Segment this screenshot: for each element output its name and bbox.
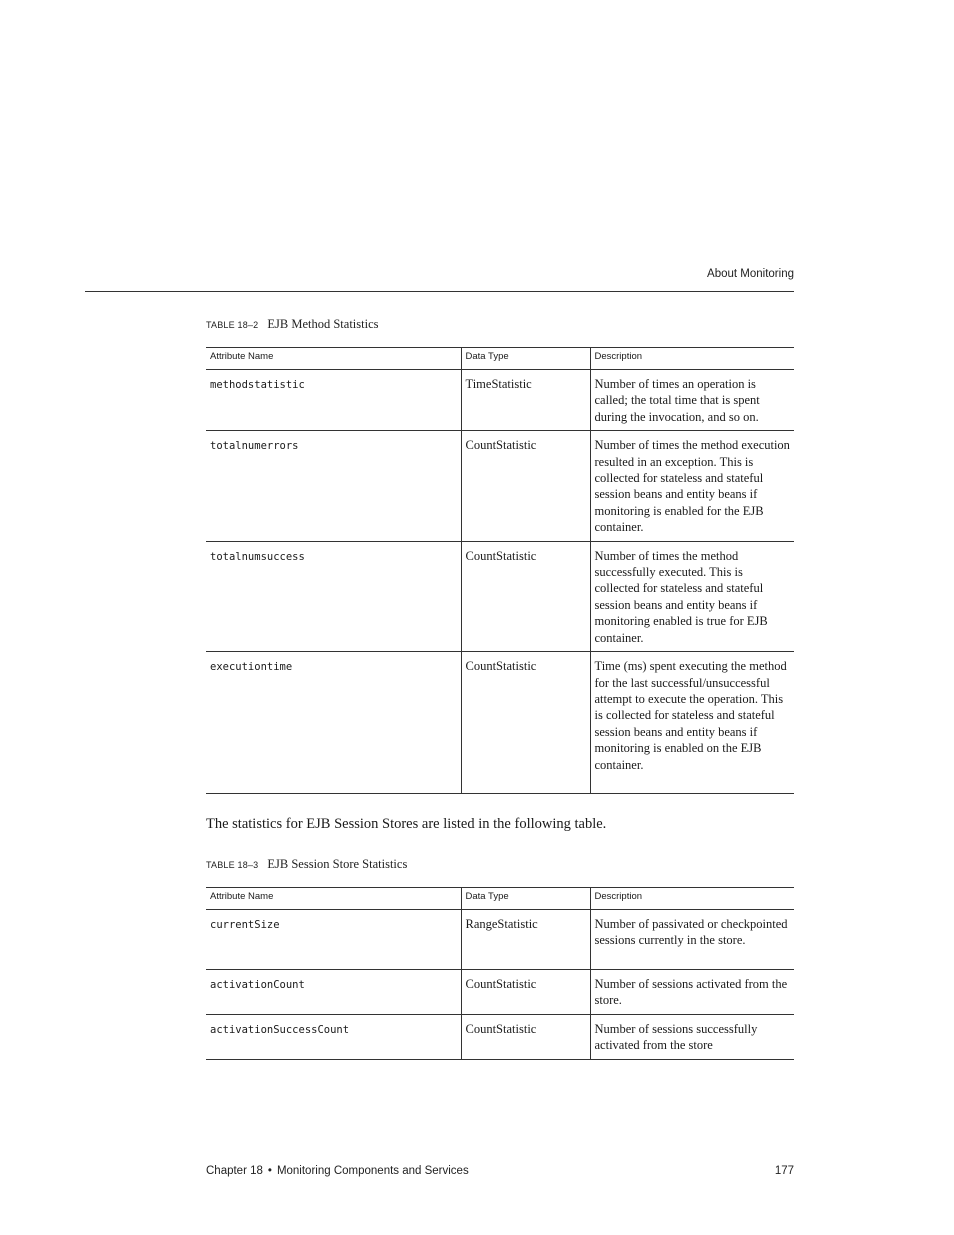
description-cell: Number of times the method execution resulted in an exception. This is collected for stateless and stateful session beans and entity beans if monitoring is enabled for the EJB container. bbox=[590, 431, 794, 541]
table-row bbox=[206, 541, 794, 651]
data-type-cell: TimeStatistic bbox=[461, 370, 590, 431]
attribute-name-cell: activationCount bbox=[206, 970, 461, 1015]
data-type-cell: CountStatistic bbox=[461, 970, 590, 1015]
column-header: Attribute Name bbox=[206, 888, 461, 910]
data-type-cell: CountStatistic bbox=[461, 541, 590, 651]
ejb-session-store-statistics-table bbox=[206, 887, 794, 1060]
table-row bbox=[206, 431, 794, 541]
table-row bbox=[206, 1014, 794, 1059]
column-header: Data Type bbox=[461, 348, 590, 370]
table1-title: EJB Method Statistics bbox=[267, 317, 379, 331]
description-cell: Number of sessions activated from the store. bbox=[590, 970, 794, 1015]
description-cell: Number of times an operation is called; the total time that is spent during the invocation, and so on. bbox=[590, 370, 794, 431]
table-row bbox=[206, 370, 794, 431]
table1-caption bbox=[206, 317, 379, 332]
attribute-name-cell: currentSize bbox=[206, 910, 461, 970]
body-paragraph: The statistics for EJB Session Stores are listed in the following table. bbox=[206, 816, 607, 832]
table-header-row bbox=[206, 888, 794, 910]
table-row bbox=[206, 910, 794, 970]
attribute-name-cell: totalnumsuccess bbox=[206, 541, 461, 651]
data-type-cell: RangeStatistic bbox=[461, 910, 590, 970]
ejb-method-statistics-table bbox=[206, 347, 794, 794]
table2-title: EJB Session Store Statistics bbox=[267, 857, 408, 871]
description-cell: Time (ms) spent executing the method for the last successful/unsuccessful attempt to execute the operation. This is collected for stateless and stateful session beans and entity beans if monitoring is enabled on the EJB container. bbox=[590, 652, 794, 794]
column-header: Data Type bbox=[461, 888, 590, 910]
description-cell: Number of times the method successfully executed. This is collected for stateless and stateful session beans and entity beans if monitoring enabled is true for EJB container. bbox=[590, 541, 794, 651]
running-header: About Monitoring bbox=[707, 268, 794, 280]
page-number: 177 bbox=[774, 1165, 794, 1177]
table2-label: TABLE 18–3 bbox=[206, 860, 259, 870]
footer-chapter bbox=[206, 1165, 469, 1177]
data-type-cell: CountStatistic bbox=[461, 431, 590, 541]
description-cell: Number of sessions successfully activated from the store bbox=[590, 1014, 794, 1059]
footer-chapter-number: Chapter 18 bbox=[206, 1165, 263, 1177]
data-type-cell: CountStatistic bbox=[461, 652, 590, 794]
attribute-name-cell: activationSuccessCount bbox=[206, 1014, 461, 1059]
table1-label: TABLE 18–2 bbox=[206, 320, 259, 330]
table-row bbox=[206, 652, 794, 794]
attribute-name-cell: methodstatistic bbox=[206, 370, 461, 431]
footer-chapter-title: Monitoring Components and Services bbox=[276, 1165, 469, 1177]
data-type-cell: CountStatistic bbox=[461, 1014, 590, 1059]
table-row bbox=[206, 970, 794, 1015]
table2-caption bbox=[206, 857, 407, 872]
column-header: Description bbox=[590, 888, 794, 910]
footer-bullet: • bbox=[267, 1165, 272, 1177]
attribute-name-cell: executiontime bbox=[206, 652, 461, 794]
attribute-name-cell: totalnumerrors bbox=[206, 431, 461, 541]
description-cell: Number of passivated or checkpointed sessions currently in the store. bbox=[590, 910, 794, 970]
column-header: Attribute Name bbox=[206, 348, 461, 370]
column-header: Description bbox=[590, 348, 794, 370]
header-rule bbox=[85, 291, 794, 292]
table-header-row bbox=[206, 348, 794, 370]
